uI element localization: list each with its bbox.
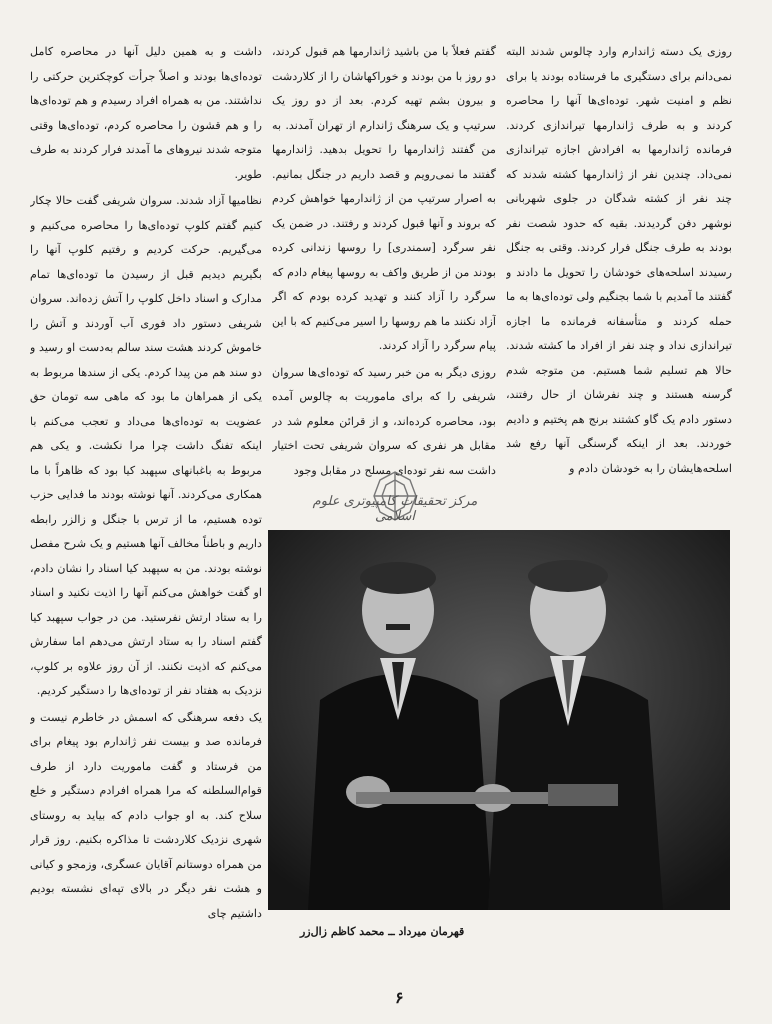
paragraph: روزی دیگر به من خبر رسید که توده‌ای‌ها سروان شریفی را که برای ماموریت به چالوس آمده بود، محاصره کرده‌اند، و از قرائن معلوم شد در مقابل هر نفری که سروان شریفی تحت اختیار داشت سه نفر توده‌ای مسلح در مقابل وجود <box>272 365 496 477</box>
photo-caption: قهرمان میرداد ــ محمد کاظم زال‌زر <box>300 925 465 938</box>
two-men-portrait-image <box>268 530 730 910</box>
historical-photo <box>268 530 730 910</box>
paragraph: گفتم فعلاً با من باشید ژاندارمها هم قبول کردند، دو روز با من بودند و خوراکهاشان را از کلاردشت و بیرون بشم تهیه کردم. بعد از دو روز یک سرتیپ و یک سرهنگ ژاندارم از تهران آمدند. به من گفتند ژاندارمها را تحویل بدهید. ژاندارمها گفتند ما نمی‌رویم و قصد داریم در جنگل بمانیم. به اصرار سرتیپ من از ژاندارمها خواهش کردم که بروند و آنها قبول کردند و رفتند. در ضمن یک نفر سرگرد [سمندری] را روسها زندانی کرده بودند من از طریق واکف به روسها پیغام دادم که سرگرد را آزاد کنند و تهدید کرده بودم که اگر آزاد نکنند ما هم روسها را اسیر می‌کنیم که با این پیام سرگرد را آزاد کردند. <box>272 45 496 352</box>
text-column-right <box>506 40 732 500</box>
page-number: ۶ <box>395 988 404 1007</box>
paragraph: روزی یک دسته ژاندارم وارد چالوس شدند البته نمی‌دانم برای دستگیری ما فرستاده بودند یا برای نظم و امنیت شهر. توده‌ای‌ها آنها را محاصره کردند و به طرف ژاندارمها تیراندازی کردند. فرمانده ژاندارمها به افرادش اجازه تیراندازی نمی‌داد. چندین نفر از ژاندارمها کشته شدند که چند نفر از کشته شدگان در جلوی شهربانی نوشهر دفن گردیدند. بقیه که حدود شصت نفر بودند به طرف جنگل فرار کردند. وقتی به جنگل رسیدند اسلحه‌های خودشان را تحویل ما دادند و گفتند ما آمدیم با شما بجنگیم ولی توده‌ای‌ها به ما حمله کردند و متأسفانه فرمانده ما اجازه تیراندازی نداد و چند نفر از افراد ما کشته شدند. حالا هم تسلیم شما هستیم. من متوجه شدم گرسنه هستند و چند نفرشان از حال رفتند، دستور دادم یک گاو کشتند برنج هم پختیم و دادیم خوردند. بعد از اینکه گرسنگی آنها رفع شد اسلحه‌هایشان را به خودشان دادم و <box>506 45 732 475</box>
text-column-left <box>30 40 262 990</box>
paragraph: یک دفعه سرهنگی که اسمش در خاطرم نیست و فرمانده صد و بیست نفر ژاندارم بود پیغام برای من فرستاد و گفت ماموریت دارد از طرف قوام‌السلطنه که مرا همراه افرادم دستگیر و خلع سلاح کند. به او جواب دادم که بیاید به روستای شهری نزدیک کلاردشت تا مذاکره بکنیم. روز قرار من همراه دوستانم آقایان عسگری، وزمجو و کیانی و هشت نفر دیگر در بالای تپه‌ای نشسته بودیم داشتیم چای <box>30 710 262 920</box>
paragraph: داشت و به همین دلیل آنها در محاصره کامل توده‌ای‌ها بودند و اصلاً جرأت کوچکترین حرکتی را نداشتند. من به همراه افراد رسیدم و هم توده‌ای‌ها را و هم قشون را محاصره کردم، توده‌ای‌ها وقتی متوجه شدند نیروهای ما آمدند فرار کردند به طرف طویر. <box>30 45 262 181</box>
text-column-middle <box>272 40 496 480</box>
watermark-text: مرکز تحقیقات کامپیوتری علوم اسلامی <box>312 494 478 524</box>
paragraph: نظامیها آزاد شدند. سروان شریفی گفت حالا چکار کنیم گفتم کلوپ توده‌ای‌ها را محاصره می‌کنیم و می‌گیریم. حرکت کردیم و رفتیم کلوپ آنها را بگیریم دیدیم قبل از رسیدن ما توده‌ای‌ها تمام مدارک و اسناد داخل کلوپ را آتش زده‌اند. سروان شریفی دستور داد فوری آب آوردند و آتش را خاموش کردند هشت سند سالم به‌دست او رسید و دو سند هم من پیدا کردم. یکی از سندها مربوط به یکی از همراهان ما بود که ماهی سه تومان حق عضویت به توده‌ای‌ها می‌داد و تعجب می‌کنم با اینکه تفنگ داشت چرا مرا نکشت. و یکی هم مربوط به باغبانهای سپهبد کیا بود که ظاهراً با ما همکاری می‌کردند. آنها نوشته بودند ما فدایی حزب توده هستیم، ما از ترس با جنگل و زالزر رابطه داریم و باطناً مخالف آنها هستیم و یک شرح مفصل نوشته بودند. من به سپهبد کیا اسناد را نشان دادم، او گفت خواهش می‌کنم آنها را اذیت نکنید و اسناد را به ستاد ارتش نفرستید. من در جواب سپهبد کیا گفتم اسناد را به ستاد ارتش می‌دهم اما سفارش می‌کنم که اذیت نکنند. از آن روز علاوه بر کلوپ، نزدیک به هفتاد نفر از توده‌ای‌ها را دستگیر کردیم. <box>30 194 262 697</box>
